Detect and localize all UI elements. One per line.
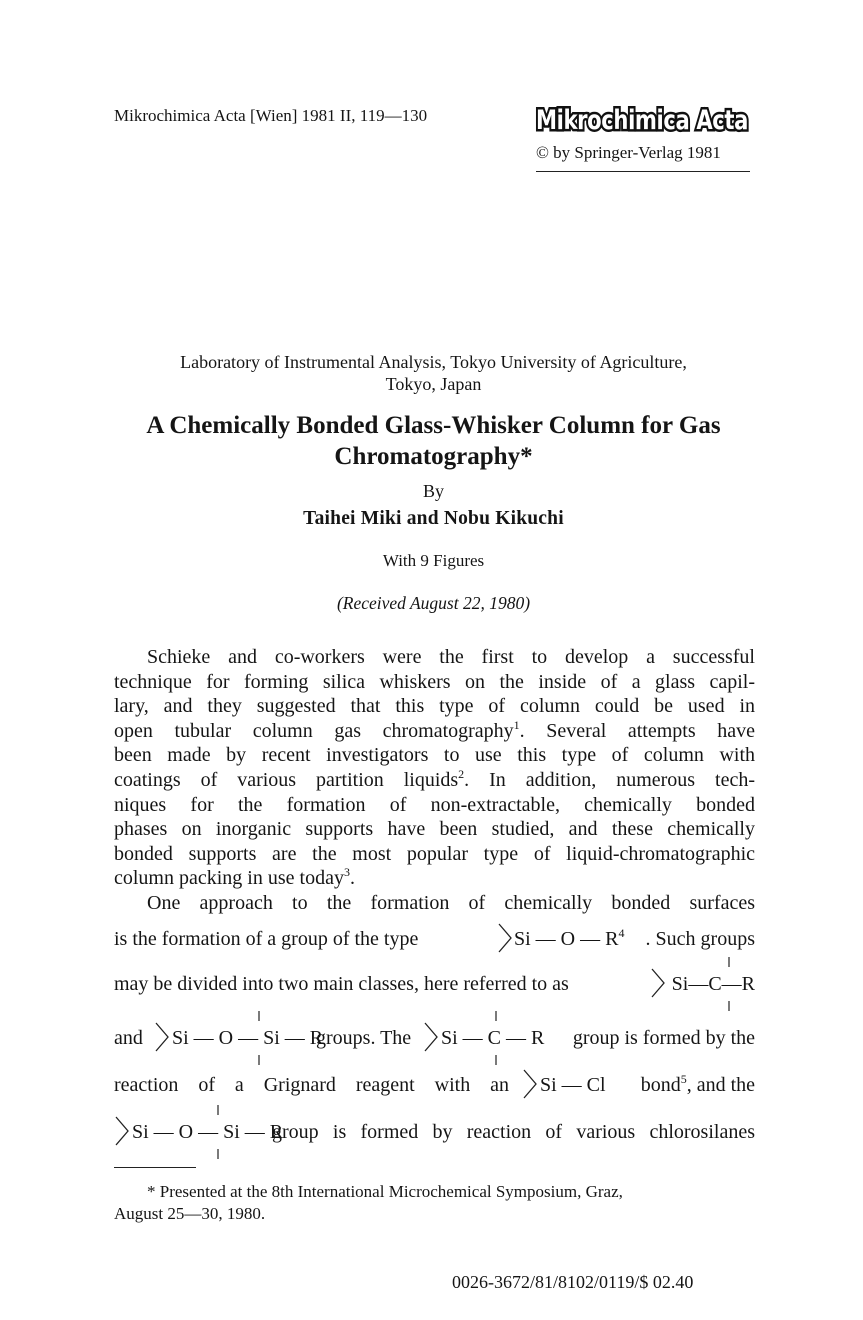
bond-bracket-icon (154, 1021, 172, 1055)
text-line: lary, and they suggested that this type of column could be used in (114, 695, 755, 718)
chem-formula: Si — O — Si — R (132, 1121, 284, 1143)
vertical-bond-icon (254, 1011, 264, 1067)
chem-formula: Si — O — Si — R (172, 1027, 324, 1049)
reference-mark: 3 (343, 865, 350, 880)
bond-bracket-icon (114, 1115, 132, 1149)
affiliation-line: Laboratory of Instrumental Analysis, Tokyo University of Agriculture, (180, 352, 687, 372)
svg-text:Mikrochimica Acta: Mikrochimica Acta (536, 105, 748, 136)
chem-line-5 (114, 1074, 755, 1098)
chem-formula: Si — O — $R^4$ (514, 926, 625, 950)
received-date: (Received August 22, 1980) (336, 593, 531, 613)
vertical-bond-icon (491, 1011, 501, 1067)
text-line: technique for forming silica whiskers on the inside of a glass capil- (114, 670, 755, 693)
text-line: column packing in use today$^3$. (114, 865, 355, 890)
journal-logo (536, 100, 750, 136)
text-line: been made by recent investigators to use this type of column with (114, 744, 755, 767)
reference-mark: 4 (618, 926, 625, 940)
text-segment: groups. The (316, 1027, 412, 1049)
title-line: A Chemically Bonded Glass-Whisker Column for Gas (146, 412, 721, 439)
paragraph-2-line-1 (114, 891, 755, 916)
text-segment: reaction of a Grignard reagent with an (114, 1074, 509, 1096)
by-label: By (422, 481, 444, 501)
footnote (114, 1181, 755, 1225)
chem-line-3 (114, 973, 755, 997)
bond-bracket-icon (497, 922, 515, 956)
copyright-notice: © by Springer-Verlag 1981 (536, 143, 721, 162)
text-segment: bond$^5$, and the (640, 1072, 755, 1096)
journal-citation: Mikrochimica Acta [Wien] 1981 II, 119—130 (114, 106, 428, 125)
vertical-bond-icon (213, 1105, 223, 1161)
article-code: 0026-3672/81/8102/0119/$ 02.40 (452, 1272, 694, 1292)
text-segment: is the formation of a group of the type (114, 928, 419, 950)
bond-bracket-icon (650, 967, 668, 1001)
reference-mark: 2 (458, 766, 465, 781)
footnote-line: August 25—30, 1980. (114, 1204, 266, 1223)
text-line: bonded supports are the most popular type of liquid-chromatographic (114, 842, 755, 865)
title-line: Chromatography* (334, 443, 533, 470)
text-line: One approach to the formation of chemically bonded surfaces (147, 892, 755, 914)
bond-bracket-icon (522, 1068, 540, 1102)
text-line: niques for the formation of non-extractable, chemically bonded (114, 793, 755, 816)
chem-line-2 (114, 928, 755, 952)
article-title (114, 410, 753, 472)
text-segment: group is formed by reaction of various chlorosilanes (272, 1121, 755, 1143)
reference-mark: 5 (680, 1072, 687, 1086)
footnote-rule (114, 1167, 196, 1168)
chem-formula: Si — C — R (441, 1027, 545, 1049)
text-line: Schieke and co-workers were the first to develop a successful (147, 646, 755, 668)
chem-formula: Si—C—R (671, 973, 755, 995)
bond-bracket-icon (423, 1021, 441, 1055)
authors: Taihei Miki and Nobu Kikuchi (303, 508, 564, 529)
figures-note: With 9 Figures (382, 551, 485, 570)
text-segment: group is formed by the (572, 1027, 755, 1049)
text-line: coatings of various partition liquids$^2$. In addition, numerous tech- (114, 766, 755, 791)
chem-formula: Si — Cl (540, 1074, 606, 1096)
chem-line-4 (114, 1027, 755, 1051)
reference-mark: 1 (513, 717, 520, 732)
text-segment: and (114, 1027, 143, 1049)
header-rule (536, 171, 750, 172)
chem-line-6 (114, 1121, 755, 1145)
text-segment: may be divided into two main classes, here referred to as (114, 973, 569, 995)
text-segment: . Such groups (645, 928, 755, 950)
paragraph-1 (114, 645, 755, 891)
footnote-line: * Presented at the 8th International Microchemical Symposium, Graz, (147, 1182, 623, 1201)
affiliation-line: Tokyo, Japan (385, 374, 482, 394)
affiliation (114, 351, 753, 395)
text-line: phases on inorganic supports have been studied, and these chemically (114, 818, 755, 841)
text-line: open tubular column gas chromatography$^1$. Several attempts have (114, 717, 755, 742)
